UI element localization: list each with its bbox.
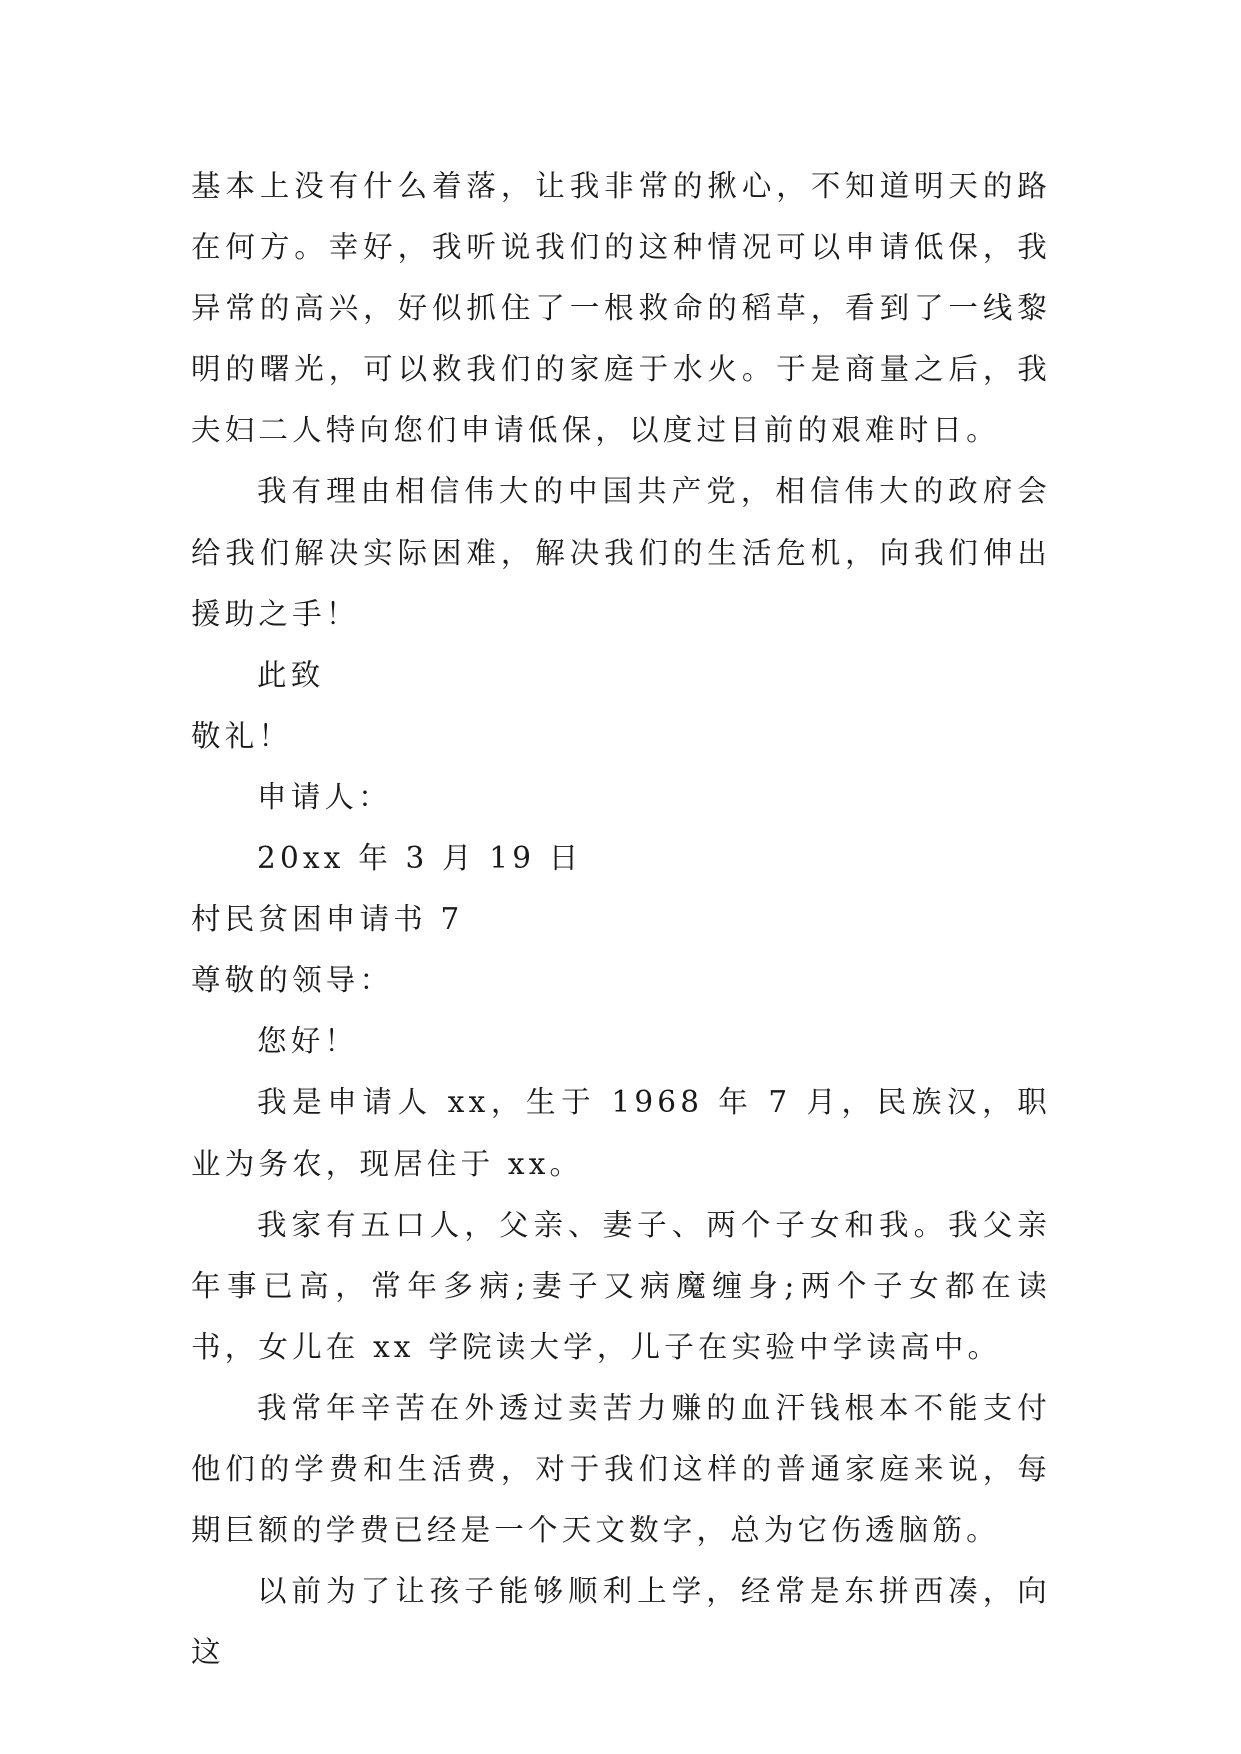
paragraph-trust: 我有理由相信伟大的中国共产党，相信伟大的政府会给我们解决实际困难，解决我们的生活危机，向我们伸出援助之手！: [191, 474, 1051, 631]
section-heading: 村民贫困申请书 7: [191, 902, 464, 937]
letter-date: 20xx 年 3 月 19 日: [257, 841, 583, 876]
letter-greeting: 尊敬的领导：: [191, 963, 394, 998]
paragraph-hardship: 我常年辛苦在外透过卖苦力赚的血汗钱根本不能支付他们的学费和生活费，对于我们这样的普通家庭来说，每期巨额的学费已经是一个天文数字，总为它伤透脑筋。: [191, 1390, 1051, 1548]
paragraph-applicant-info: 我是申请人 xx，生于 1968 年 7 月，民族汉，职业为务农，现居住于 xx。: [191, 1085, 1051, 1181]
paragraph-family: 我家有五口人，父亲、妻子、两个子女和我。我父亲年事已高，常年多病;妻子又病魔缠身;两个子女都在读书，女儿在 xx 学院读大学，儿子在实验中学读高中。: [191, 1207, 1051, 1364]
paragraph-continuation: 基本上没有什么着落，让我非常的揪心，不知道明天的路在何方。幸好，我听说我们的这种情况可以申请低保，我异常的高兴，好似抓住了一根救命的稻草，看到了一线黎明的曙光，可以救我们的家庭于水火。于是商量之后，我夫妇二人特向您们申请低保，以度过目前的艰难时日。: [191, 169, 1051, 448]
closing-salutation: 此致: [257, 657, 325, 692]
paragraph-borrowing: 以前为了让孩子能够顺利上学，经常是东拼西凑，向这: [191, 1574, 1051, 1670]
closing-regards: 敬礼！: [191, 718, 293, 753]
letter-hello: 您好！: [257, 1024, 359, 1059]
document-body: [191, 156, 1051, 1683]
applicant-signature-label: 申请人：: [257, 779, 392, 814]
